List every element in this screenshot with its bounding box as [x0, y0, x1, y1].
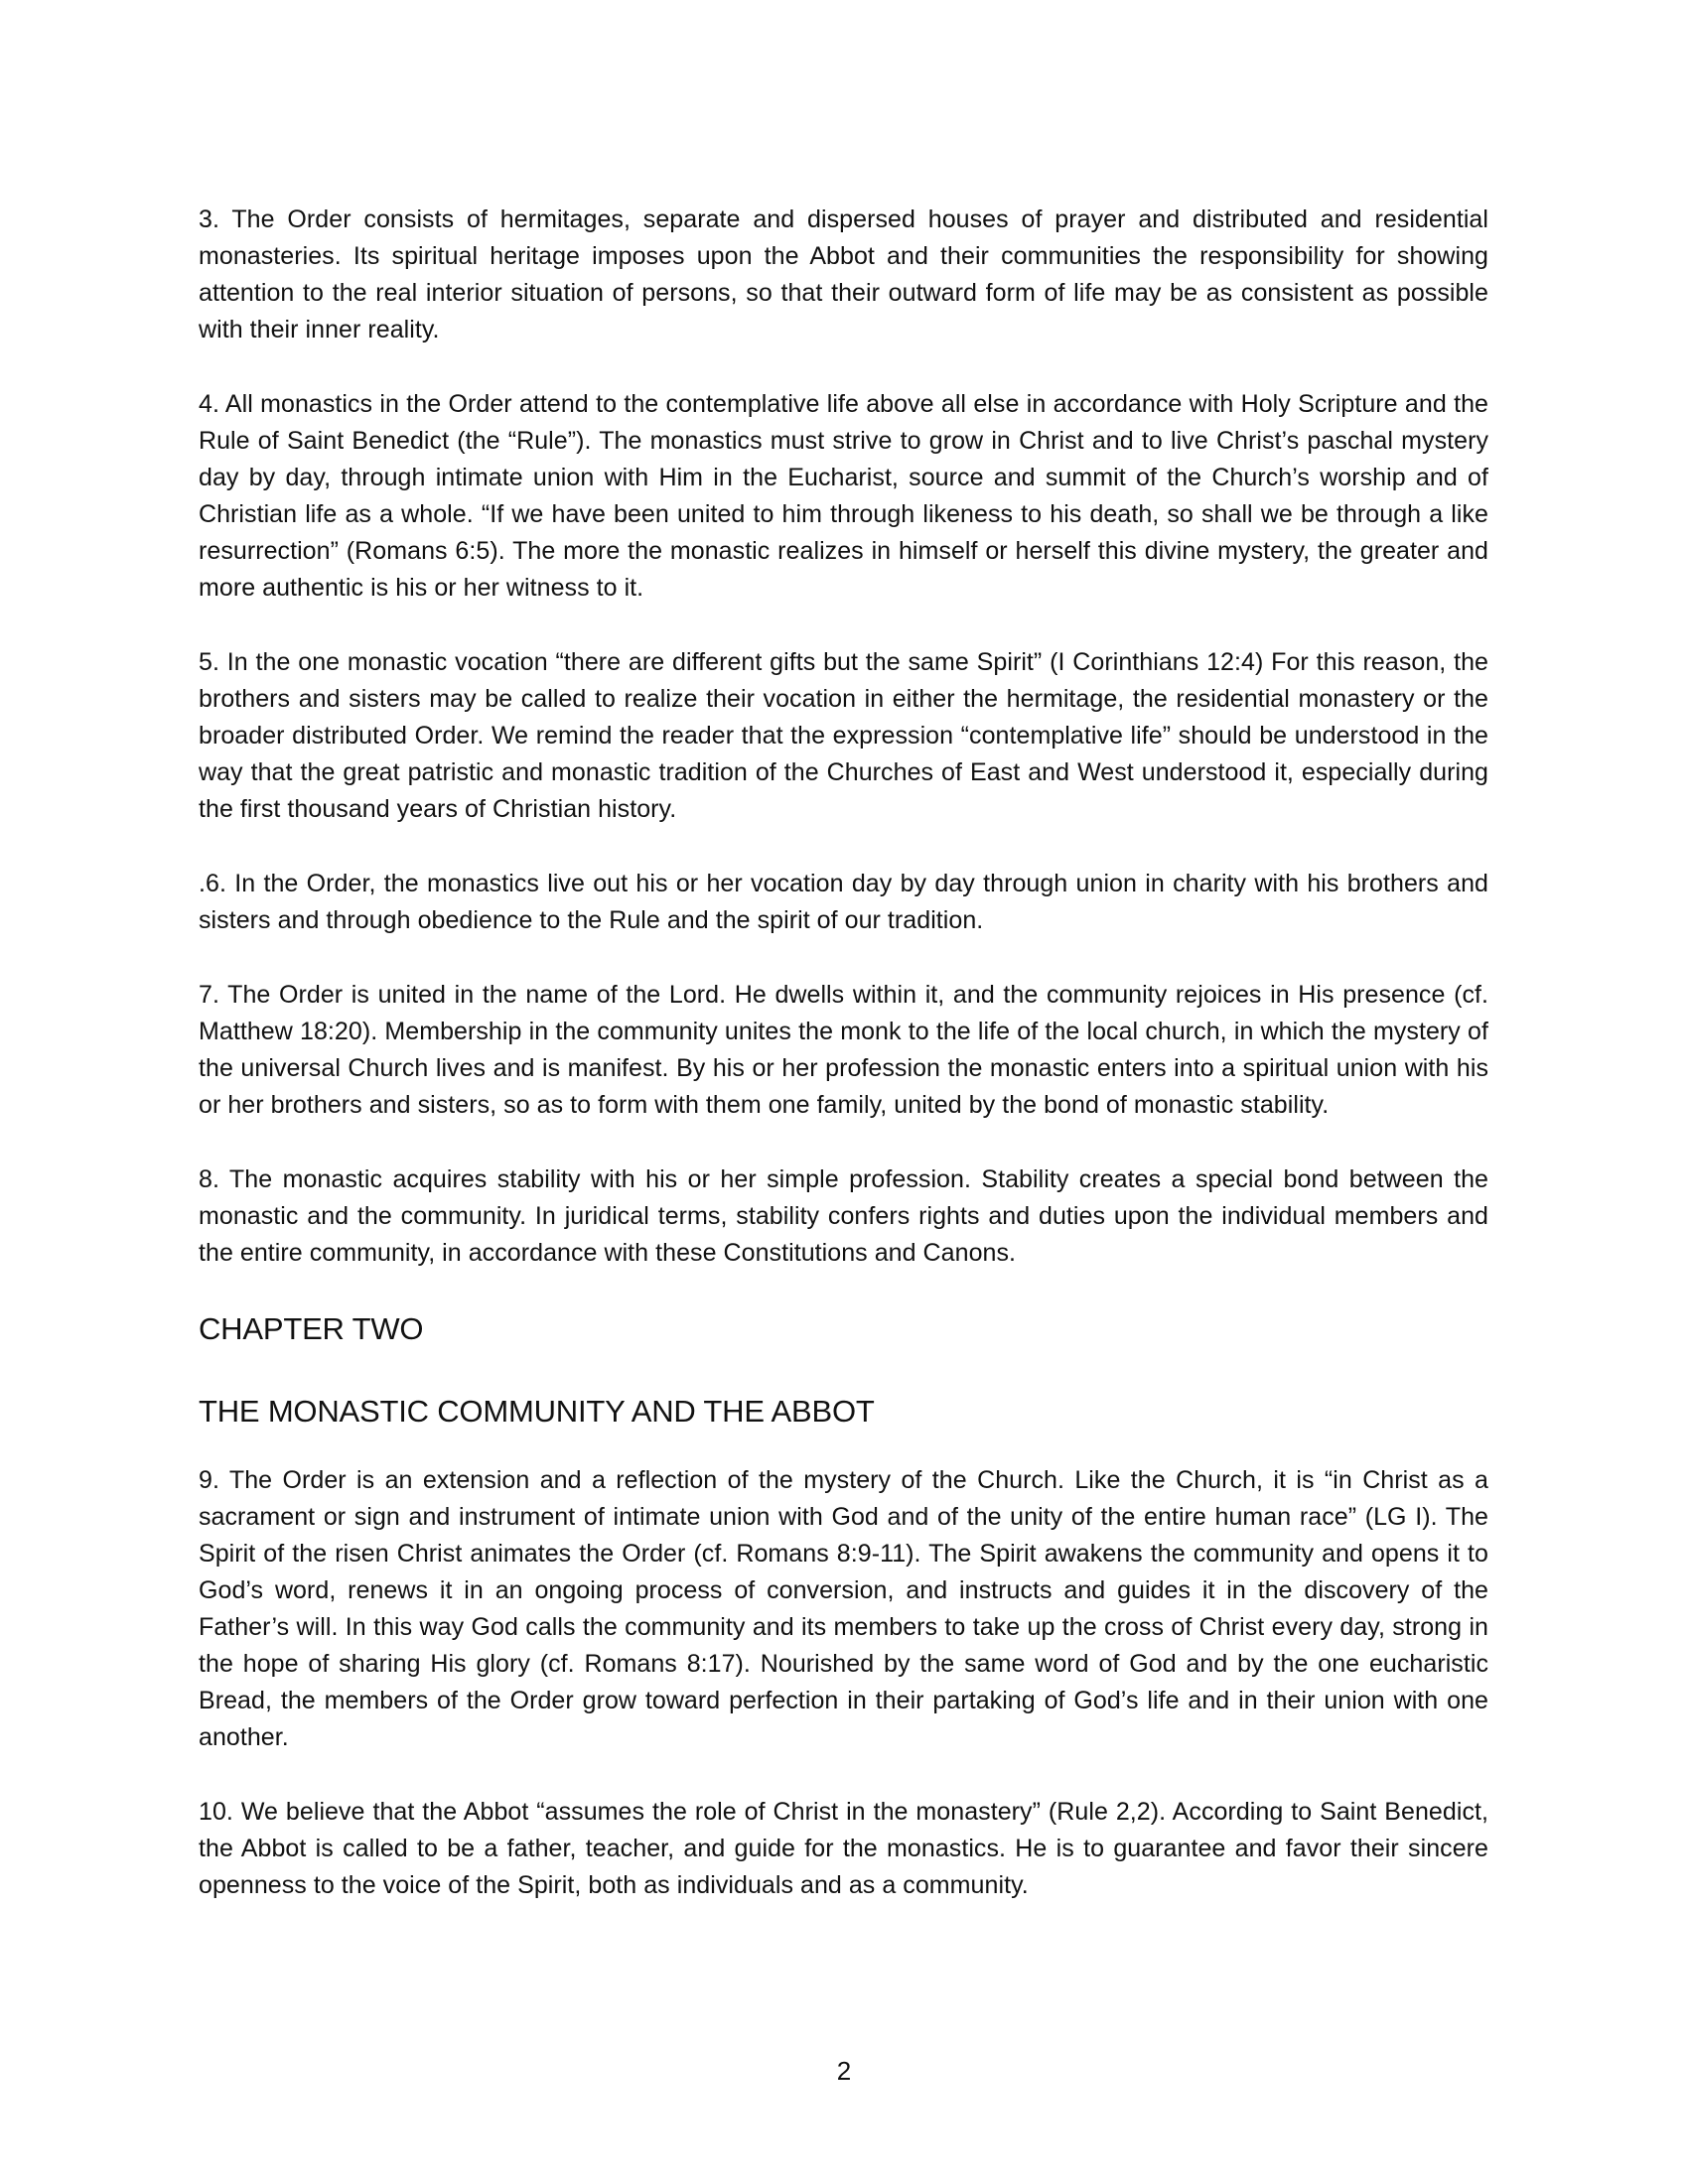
paragraph-5 — [199, 644, 1488, 828]
paragraph-8 — [199, 1161, 1488, 1272]
paragraph-text: 10. We believe that the Abbot “assumes the role of Christ in the monastery” (Rule 2,2). According to Saint Benedict, the Abbot is called to be a father, teacher, and guide for the monastics. He is to guarantee and favor their sincere openness to the voice of the Spirit, both as individuals and as a community. — [199, 1798, 1488, 1899]
chapter-title: THE MONASTIC COMMUNITY AND THE ABBOT — [199, 1394, 875, 1429]
paragraph-text: The monastic acquires stability with his or her simple profession. Stability creates a special bond between the monastic and the community. In juridical terms, stability confers rights and duties upon the individual members and the entire community, in accordance with these Constitutions and Canons. — [199, 1165, 1488, 1267]
paragraph-9 — [199, 1462, 1488, 1756]
paragraph-text: The Order consists of hermitages, separate and dispersed houses of prayer and distributed and residential monasteries. Its spiritual heritage imposes upon the Abbot and their communities the responsibility for showing attention to the real interior situation of persons, so that their outward form of life may be as consistent as possible with their inner reality. — [199, 205, 1488, 343]
paragraph-number: 3. — [199, 205, 219, 233]
paragraph-text: In the Order, the monastics live out his or her vocation day by day through union in charity with his brothers and sisters and through obedience to the Rule and the spirit of our tradition. — [199, 870, 1488, 934]
paragraph-number: 7. — [199, 981, 219, 1009]
paragraph-number: .6. — [199, 870, 226, 897]
paragraph-text: In the one monastic vocation “there are different gifts but the same Spirit” (I Corinthians 12:4) For this reason, the brothers and sisters may be called to realize their vocation in either the hermitage, the residential monastery or the broader distributed Order. We remind the reader that the expression “contemplative life” should be understood in the way that the great patristic and monastic tradition of the Churches of East and West understood it, especially during the first thousand years of Christian history. — [199, 648, 1488, 823]
paragraph-7 — [199, 977, 1488, 1124]
page-number: 2 — [836, 2056, 852, 2086]
chapter-heading: CHAPTER TWO — [199, 1311, 424, 1346]
document-page — [199, 202, 1488, 1942]
paragraph-6 — [199, 866, 1488, 939]
paragraph-text: All monastics in the Order attend to the contemplative life above all else in accordance with Holy Scripture and the Rule of Saint Benedict (the “Rule”). The monastics must strive to grow in Christ and to live Christ’s paschal mystery day by day, through intimate union with Him in the Eucharist, source and summit of the Church’s worship and of Christian life as a whole. “If we have been united to him through likeness to his death, so shall we be through a like resurrection” (Romans 6:5). The more the monastic realizes in himself or herself this divine mystery, the greater and more authentic is his or her witness to it. — [199, 390, 1488, 602]
paragraph-number: 8. — [199, 1165, 219, 1193]
paragraph-text: The Order is united in the name of the Lord. He dwells within it, and the community rejoices in His presence (cf. Matthew 18:20). Membership in the community unites the monk to the life of the local church, in which the mystery of the universal Church lives and is manifest. By his or her profession the monastic enters into a spiritual union with his or her brothers and sisters, so as to form with them one family, united by the bond of monastic stability. — [199, 981, 1488, 1119]
paragraph-3 — [199, 202, 1488, 348]
paragraph-10 — [199, 1794, 1488, 1904]
paragraph-text: 9. The Order is an extension and a reflection of the mystery of the Church. Like the Church, it is “in Christ as a sacrament or sign and instrument of intimate union with God and of the unity of the entire human race” (LG I). The Spirit of the risen Christ animates the Order (cf. Romans 8:9-11). The Spirit awakens the community and opens it to God’s word, renews it in an ongoing process of conversion, and instructs and guides it in the discovery of the Father’s will. In this way God calls the community and its members to take up the cross of Christ every day, strong in the hope of sharing His glory (cf. Romans 8:17). Nourished by the same word of God and by the one eucharistic Bread, the members of the Order grow toward perfection in their partaking of God’s life and in their union with one another. — [199, 1466, 1488, 1751]
paragraph-number: 5. — [199, 648, 219, 676]
paragraph-number: 4. — [199, 390, 219, 418]
paragraph-4 — [199, 386, 1488, 607]
